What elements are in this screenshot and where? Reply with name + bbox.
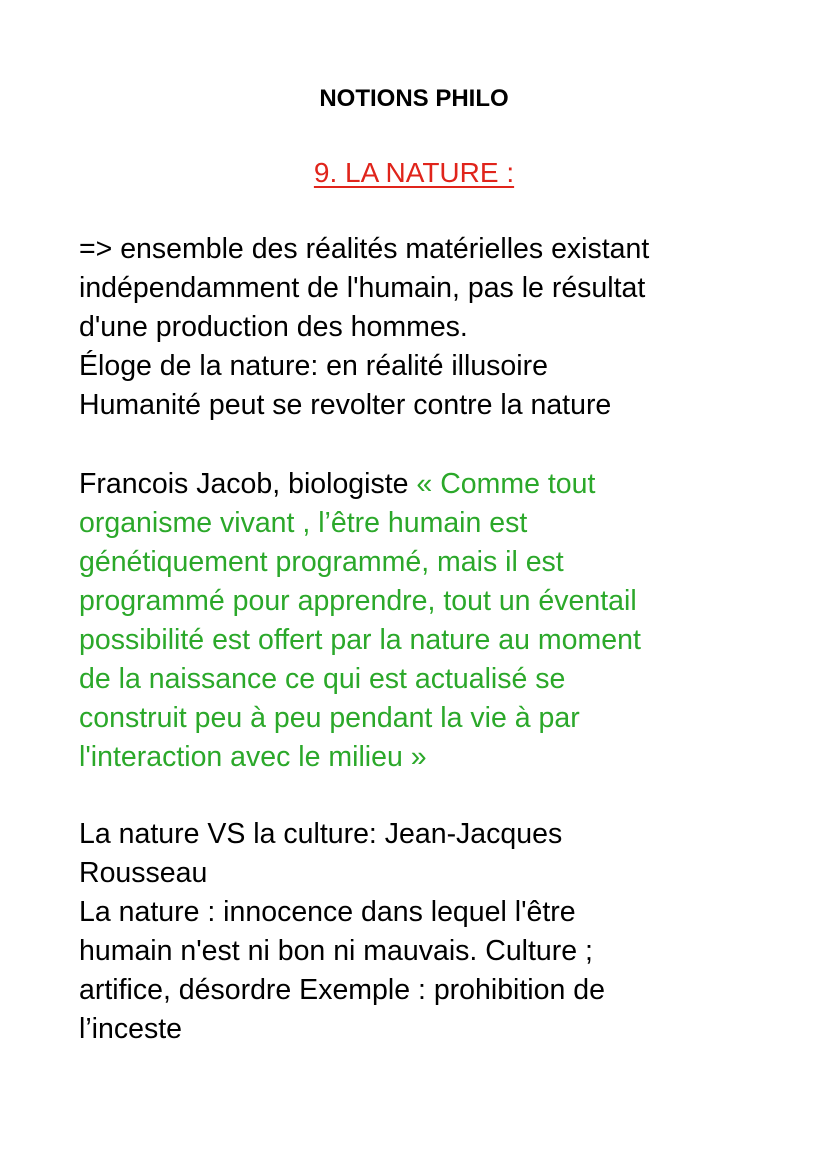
definition-line: indépendamment de l'humain, pas le résultat	[79, 272, 646, 304]
culture-line: La nature VS la culture: Jean-Jacques	[79, 818, 563, 850]
quote-author: Francois Jacob, biologiste	[79, 468, 417, 500]
quote-line: génétiquement programmé, mais il est	[79, 546, 564, 578]
culture-line: Rousseau	[79, 857, 208, 889]
definition-line: => ensemble des réalités matérielles existant	[79, 233, 650, 265]
quote-line: organisme vivant , l’être humain est	[79, 507, 528, 539]
definition-line: d'une production des hommes.	[79, 311, 468, 343]
document-title: NOTIONS PHILO	[319, 85, 509, 112]
definition-paragraph	[79, 230, 759, 425]
quote-line: programmé pour apprendre, tout un éventail	[79, 585, 637, 617]
culture-paragraph	[79, 815, 759, 1049]
quote-opening: « Comme tout	[416, 468, 596, 500]
culture-line: artifice, désordre Exemple : prohibition de	[79, 974, 605, 1006]
quote-line: possibilité est offert par la nature au moment	[79, 624, 641, 656]
section-title: 9. LA NATURE :	[313, 157, 515, 188]
quote-line: de la naissance ce qui est actualisé se	[79, 663, 566, 695]
culture-line: humain n'est ni bon ni mauvais. Culture ;	[79, 935, 593, 967]
culture-line: La nature : innocence dans lequel l'être	[79, 896, 576, 928]
quote-line: construit peu à peu pendant la vie à par	[79, 702, 580, 734]
quote-first-line	[79, 465, 759, 504]
culture-line: l’inceste	[79, 1013, 182, 1045]
quote-paragraph	[79, 465, 759, 777]
definition-line: Humanité peut se revolter contre la nature	[79, 389, 612, 421]
definition-line: Éloge de la nature: en réalité illusoire	[79, 350, 548, 382]
quote-line: l'interaction avec le milieu »	[79, 741, 427, 773]
